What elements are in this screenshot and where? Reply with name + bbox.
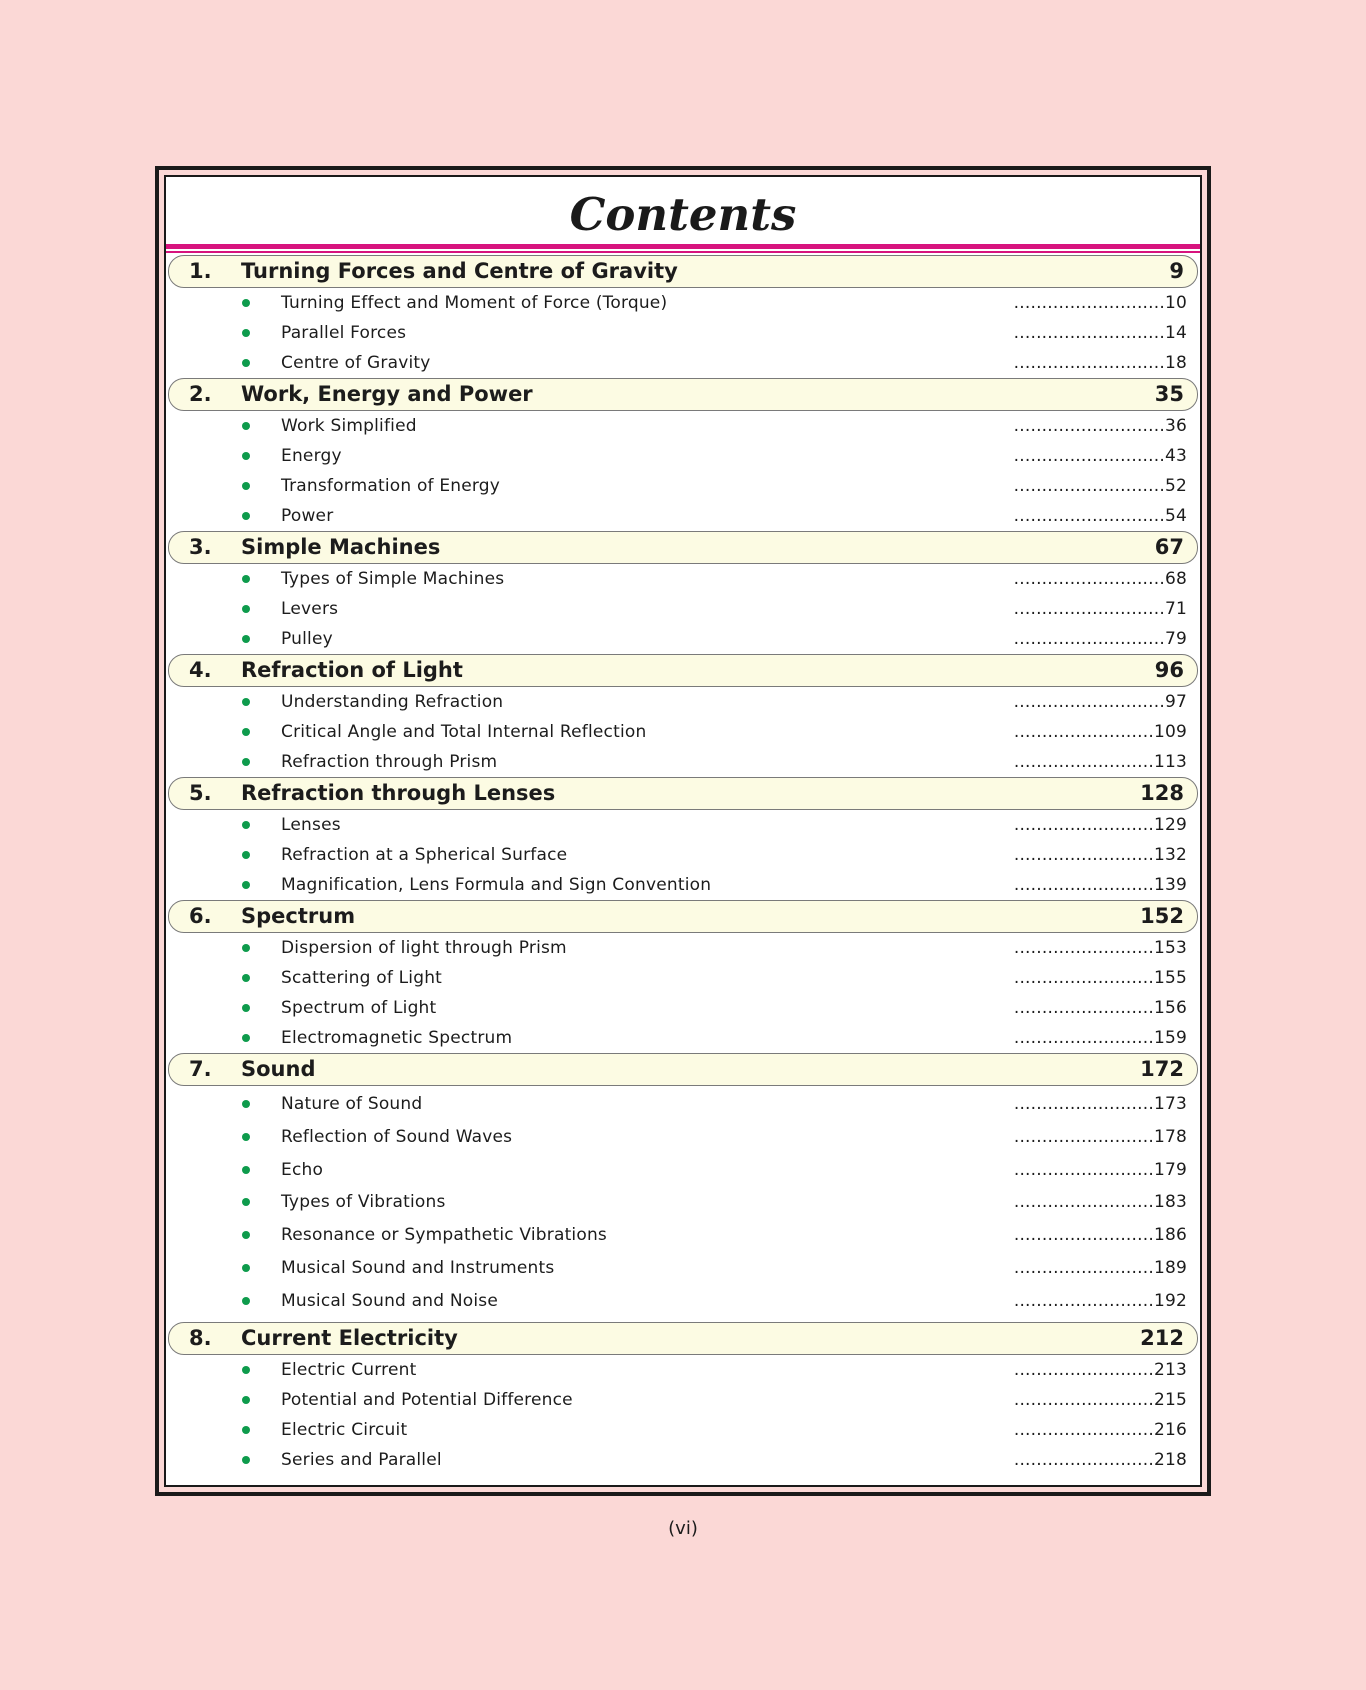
topic-page-number: .........................153 <box>1013 938 1187 958</box>
bullet-icon <box>242 605 250 613</box>
list-item[interactable] <box>166 471 1200 501</box>
topic-page-number: ...........................71 <box>1013 599 1187 619</box>
topic-title: Musical Sound and Noise <box>281 1290 498 1311</box>
bullet-icon <box>242 821 250 829</box>
bullet-icon <box>242 329 250 337</box>
bullet-icon <box>242 1100 250 1108</box>
bullet-icon <box>242 1366 250 1374</box>
bullet-icon <box>242 1426 250 1434</box>
list-item[interactable] <box>166 870 1200 900</box>
bullet-icon <box>242 1004 250 1012</box>
topic-page-number: .........................132 <box>1013 845 1187 865</box>
topic-title: Potential and Potential Difference <box>281 1389 573 1410</box>
topic-title: Transformation of Energy <box>281 476 501 496</box>
bullet-icon <box>242 1264 250 1272</box>
topic-title: Levers <box>281 599 339 619</box>
topic-page-number: ...........................18 <box>1013 353 1187 373</box>
topic-page-number: .........................173 <box>1013 1094 1187 1114</box>
list-item[interactable] <box>166 441 1200 471</box>
topic-title: Scattering of Light <box>281 968 443 988</box>
topic-title: Spectrum of Light <box>281 998 437 1018</box>
topic-title: Series and Parallel <box>281 1449 442 1470</box>
bullet-icon <box>242 299 250 307</box>
chapter-heading[interactable] <box>168 777 1198 810</box>
chapter-title: Refraction through Lenses <box>241 781 556 805</box>
bullet-icon <box>242 452 250 460</box>
topic-title: Refraction through Prism <box>281 752 498 772</box>
title-rule-thin <box>166 251 1200 253</box>
list-item[interactable] <box>166 1355 1200 1385</box>
bullet-icon <box>242 758 250 766</box>
bullet-icon <box>242 1034 250 1042</box>
chapter-number: 6. <box>189 904 212 928</box>
topic-title: Centre of Gravity <box>281 353 431 373</box>
list-item[interactable] <box>166 810 1200 840</box>
list-item[interactable] <box>166 1415 1200 1445</box>
topic-page-number: .........................215 <box>1013 1389 1187 1410</box>
chapter-page-number: 96 <box>1154 658 1184 682</box>
list-item[interactable] <box>166 840 1200 870</box>
list-item[interactable] <box>166 687 1200 717</box>
list-item[interactable] <box>166 1385 1200 1415</box>
chapter-heading[interactable] <box>168 531 1198 564</box>
bullet-icon <box>242 1133 250 1141</box>
bullet-icon <box>242 1456 250 1464</box>
topic-title: Energy <box>281 446 342 466</box>
list-item[interactable] <box>166 501 1200 531</box>
topic-page-number: .........................109 <box>1013 722 1187 742</box>
list-item[interactable] <box>166 1219 1200 1252</box>
list-item[interactable] <box>166 1186 1200 1219</box>
chapter-title: Sound <box>241 1057 316 1081</box>
chapter-title: Refraction of Light <box>241 658 463 682</box>
topic-page-number: ...........................97 <box>1013 692 1187 712</box>
chapter-heading[interactable] <box>168 1053 1198 1086</box>
topic-page-number: ...........................79 <box>1013 629 1187 649</box>
bullet-icon <box>242 512 250 520</box>
bullet-icon <box>242 482 250 490</box>
chapter-page-number: 67 <box>1154 535 1184 559</box>
topic-page-number: .........................159 <box>1013 1028 1187 1048</box>
topic-title: Parallel Forces <box>281 323 407 343</box>
list-item[interactable] <box>166 288 1200 318</box>
topic-title: Work Simplified <box>281 416 417 436</box>
bullet-icon <box>242 1396 250 1404</box>
topic-title: Musical Sound and Instruments <box>281 1257 555 1278</box>
topic-title: Types of Simple Machines <box>281 569 505 589</box>
chapter-page-number: 212 <box>1140 1325 1184 1350</box>
bullet-icon <box>242 881 250 889</box>
bullet-icon <box>242 575 250 583</box>
bullet-icon <box>242 728 250 736</box>
chapter-number: 5. <box>189 781 212 805</box>
bullet-icon <box>242 698 250 706</box>
topic-title: Power <box>281 506 334 526</box>
list-item[interactable] <box>166 747 1200 777</box>
topic-title: Pulley <box>281 629 333 649</box>
topic-page-number: .........................139 <box>1013 875 1187 895</box>
chapter-heading[interactable] <box>168 255 1198 288</box>
chapter-title: Turning Forces and Centre of Gravity <box>241 259 678 283</box>
list-item[interactable] <box>166 993 1200 1023</box>
chapter-page-number: 172 <box>1140 1057 1184 1081</box>
contents-inner-frame <box>164 175 1202 1487</box>
topic-page-number: .........................179 <box>1013 1159 1187 1180</box>
chapter-heading[interactable] <box>168 654 1198 687</box>
chapter-heading[interactable] <box>168 900 1198 933</box>
bullet-icon <box>242 851 250 859</box>
topic-title: Electromagnetic Spectrum <box>281 1028 513 1048</box>
topic-page-number: .........................155 <box>1013 968 1187 988</box>
chapter-number: 4. <box>189 658 212 682</box>
topic-title: Turning Effect and Moment of Force (Torque) <box>281 293 668 313</box>
topic-title: Reflection of Sound Waves <box>281 1126 513 1147</box>
table-of-contents <box>166 255 1200 1475</box>
topic-page-number: ...........................14 <box>1013 323 1187 343</box>
topic-title: Electric Circuit <box>281 1419 408 1440</box>
list-item[interactable] <box>166 318 1200 348</box>
list-item[interactable] <box>166 1121 1200 1154</box>
list-item[interactable] <box>166 933 1200 963</box>
topic-page-number: .........................216 <box>1013 1419 1187 1440</box>
list-item[interactable] <box>166 1445 1200 1475</box>
bullet-icon <box>242 974 250 982</box>
topic-page-number: ...........................36 <box>1013 416 1187 436</box>
list-item[interactable] <box>166 963 1200 993</box>
list-item[interactable] <box>166 348 1200 378</box>
chapter-number: 3. <box>189 535 212 559</box>
list-item[interactable] <box>166 1088 1200 1121</box>
chapter-title: Current Electricity <box>241 1325 458 1350</box>
topic-page-number: .........................213 <box>1013 1359 1187 1380</box>
topic-title: Magnification, Lens Formula and Sign Convention <box>281 875 712 895</box>
topic-page-number: ...........................54 <box>1013 506 1187 526</box>
topic-page-number: ...........................10 <box>1013 293 1187 313</box>
list-item[interactable] <box>166 564 1200 594</box>
list-item[interactable] <box>166 411 1200 441</box>
topic-title: Dispersion of light through Prism <box>281 938 567 958</box>
list-item[interactable] <box>166 1252 1200 1285</box>
list-item[interactable] <box>166 1023 1200 1053</box>
list-item[interactable] <box>166 624 1200 654</box>
chapter-number: 1. <box>189 259 212 283</box>
list-item[interactable] <box>166 1154 1200 1187</box>
topic-page-number: .........................218 <box>1013 1449 1187 1470</box>
topic-page-number: ...........................43 <box>1013 446 1187 466</box>
contents-outer-frame <box>155 166 1211 1496</box>
chapter-number: 2. <box>189 382 212 406</box>
bullet-icon <box>242 944 250 952</box>
chapter-page-number: 128 <box>1140 781 1184 805</box>
chapter-page-number: 152 <box>1140 904 1184 928</box>
bullet-icon <box>242 1297 250 1305</box>
topic-title: Understanding Refraction <box>281 692 504 712</box>
chapter-number: 7. <box>189 1057 212 1081</box>
topic-page-number: ...........................52 <box>1013 476 1187 496</box>
chapter-heading[interactable] <box>168 378 1198 411</box>
chapter-title: Spectrum <box>241 904 356 928</box>
bullet-icon <box>242 635 250 643</box>
topic-page-number: .........................186 <box>1013 1225 1187 1246</box>
topic-title: Lenses <box>281 815 341 835</box>
topic-page-number: .........................192 <box>1013 1290 1187 1311</box>
topic-title: Critical Angle and Total Internal Reflection <box>281 722 647 742</box>
topic-page-number: .........................129 <box>1013 815 1187 835</box>
bullet-icon <box>242 359 250 367</box>
title-rule-thick <box>166 244 1200 249</box>
bullet-icon <box>242 422 250 430</box>
bullet-icon <box>242 1166 250 1174</box>
topic-page-number: .........................183 <box>1013 1192 1187 1213</box>
bullet-icon <box>242 1198 250 1206</box>
topic-title: Electric Current <box>281 1359 417 1380</box>
list-item[interactable] <box>166 1285 1200 1318</box>
topic-page-number: .........................189 <box>1013 1257 1187 1278</box>
topic-title: Resonance or Sympathetic Vibrations <box>281 1225 607 1246</box>
list-item[interactable] <box>166 717 1200 747</box>
chapter-title: Work, Energy and Power <box>241 382 533 406</box>
page-title: Contents <box>569 188 797 241</box>
topic-title: Nature of Sound <box>281 1094 423 1114</box>
list-item[interactable] <box>166 594 1200 624</box>
topic-page-number: .........................178 <box>1013 1126 1187 1147</box>
topic-page-number: .........................113 <box>1013 752 1187 772</box>
topic-page-number: ...........................68 <box>1013 569 1187 589</box>
bullet-icon <box>242 1231 250 1239</box>
topic-page-number: .........................156 <box>1013 998 1187 1018</box>
chapter-page-number: 9 <box>1169 259 1184 283</box>
chapter-heading[interactable] <box>168 1322 1198 1355</box>
topic-title: Echo <box>281 1159 324 1180</box>
chapter-page-number: 35 <box>1154 382 1184 406</box>
topic-title: Types of Vibrations <box>281 1192 446 1213</box>
chapter-number: 8. <box>189 1325 212 1350</box>
page-number-footer: (vi) <box>668 1518 698 1539</box>
chapter-title: Simple Machines <box>241 535 441 559</box>
topic-title: Refraction at a Spherical Surface <box>281 845 568 865</box>
